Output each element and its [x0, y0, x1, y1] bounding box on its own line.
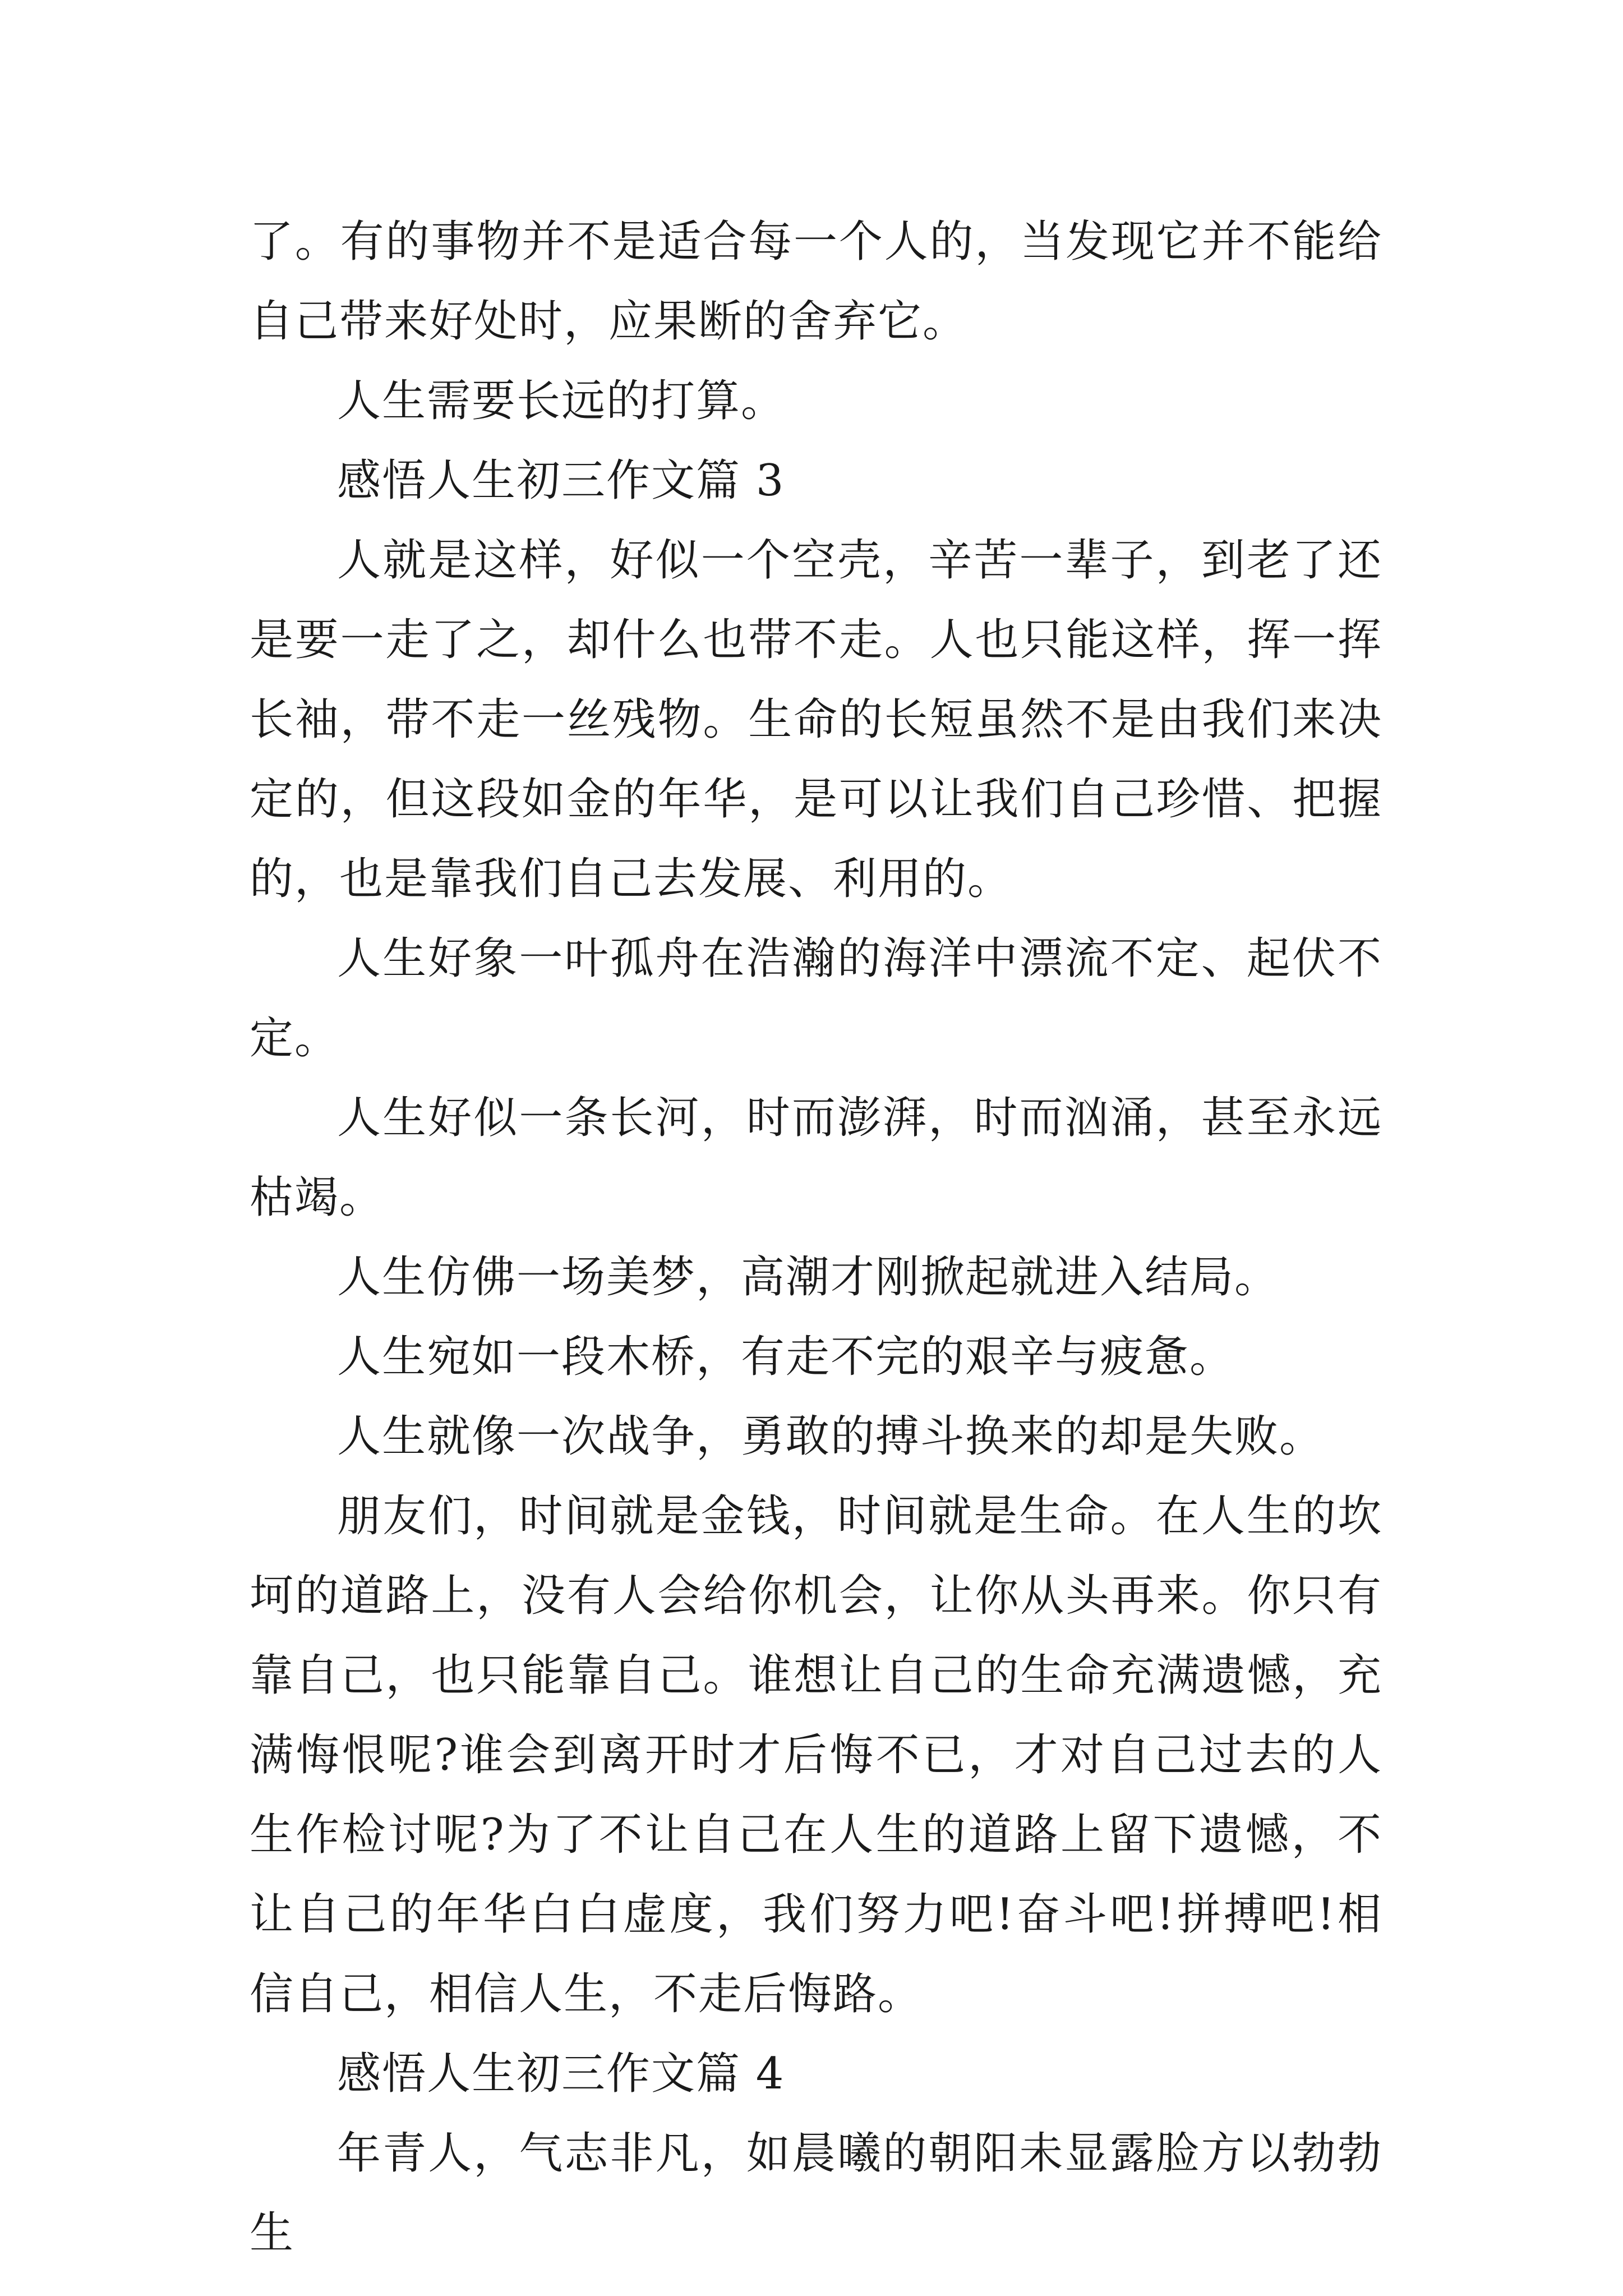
paragraph-1: 了。有的事物并不是适合每一个人的，当发现它并不能给自己带来好处时，应果断的舍弃它。: [250, 217, 1382, 347]
section-heading-3: 感悟人生初三作文篇 3: [337, 455, 785, 506]
section-heading-4: 感悟人生初三作文篇 4: [337, 2049, 785, 2099]
paragraph-10: 年青人，气志非凡，如晨曦的朝阳未显露脸方以勃勃生: [250, 2128, 1382, 2258]
paragraph-2: 人生需要长远的打算。: [337, 376, 786, 426]
paragraph-7: 人生宛如一段木桥，有走不完的艰辛与疲惫。: [337, 1332, 1235, 1382]
paragraph-9: 朋友们，时间就是金钱，时间就是生命。在人生的坎坷的道路上，没有人会给你机会，让你从头再来。你只有靠自己，也只能靠自己。谁想让自己的生命充满遗憾，充满悔恨呢?谁会到离开时才后悔不已，才对自己过去的人生作检讨呢?为了不让自己在人生的道路上留下遗憾，不让自己的年华白白虚度，我们努力吧!奋斗吧!拼搏吧!相信自己，相信人生，不走后悔路。: [250, 1491, 1382, 2019]
paragraph-5: 人生好似一条长河，时而澎湃，时而汹涌，甚至永远枯竭。: [250, 1093, 1382, 1223]
paragraph-6: 人生仿佛一场美梦，高潮才刚掀起就进入结局。: [337, 1252, 1280, 1303]
paragraph-4: 人生好象一叶孤舟在浩瀚的海洋中漂流不定、起伏不定。: [250, 933, 1382, 1064]
paragraph-3: 人就是这样，好似一个空壳，辛苦一辈子，到老了还是要一走了之，却什么也带不走。人也只能这样，挥一挥长袖，带不走一丝残物。生命的长短虽然不是由我们来决定的，但这段如金的年华，是可以让我们自己珍惜、把握的，也是靠我们自己去发展、利用的。: [250, 535, 1382, 904]
document-page: [250, 202, 1382, 2273]
paragraph-8: 人生就像一次战争，勇敢的搏斗换来的却是失败。: [337, 1411, 1325, 1462]
